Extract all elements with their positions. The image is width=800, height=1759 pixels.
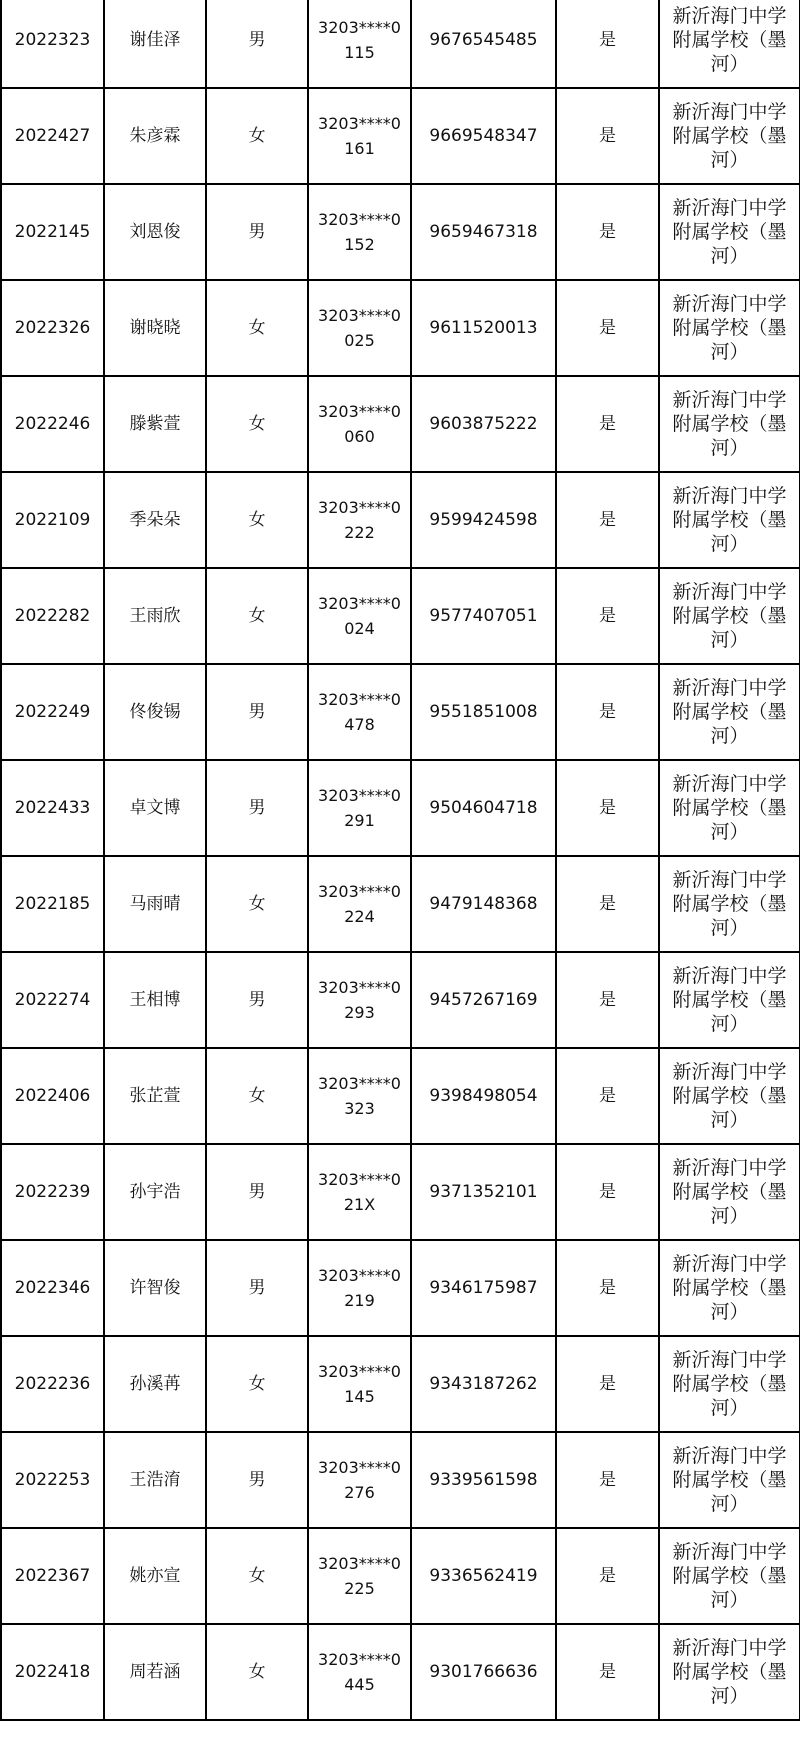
code-cell: 9343187262 (411, 1336, 556, 1432)
student-number-cell: 2022326 (1, 280, 104, 376)
id-number-cell (308, 184, 411, 280)
student-name-cell: 谢佳泽 (104, 0, 206, 88)
id-number-cell (308, 1144, 411, 1240)
student-name-cell: 王雨欣 (104, 568, 206, 664)
school-line-2: 附属学校（墨 (672, 1277, 787, 1299)
student-name-cell: 王相博 (104, 952, 206, 1048)
table-row (1, 472, 800, 568)
school-line-3: 河） (710, 245, 749, 267)
id-number-cell (308, 280, 411, 376)
school-line-3: 河） (710, 341, 749, 363)
gender-cell: 女 (206, 1528, 308, 1624)
gender-cell: 女 (206, 1624, 308, 1720)
school-cell (659, 568, 800, 664)
id-number-part2: 115 (344, 43, 375, 62)
school-cell (659, 664, 800, 760)
id-number-part2: 276 (344, 1483, 375, 1502)
gender-cell: 女 (206, 856, 308, 952)
id-number-cell (308, 1528, 411, 1624)
school-line-2: 附属学校（墨 (672, 1085, 787, 1107)
school-cell (659, 184, 800, 280)
id-number-part1: 3203****0 (318, 594, 401, 613)
id-number-part1: 3203****0 (318, 1362, 401, 1381)
status-cell: 是 (556, 1432, 659, 1528)
school-line-1: 新沂海门中学 (672, 773, 787, 795)
school-line-3: 河） (710, 1109, 749, 1131)
id-number-part1: 3203****0 (318, 1266, 401, 1285)
status-cell: 是 (556, 1528, 659, 1624)
school-cell (659, 1144, 800, 1240)
gender-cell: 女 (206, 1336, 308, 1432)
school-cell (659, 0, 800, 88)
id-number-cell (308, 88, 411, 184)
student-name-cell: 卓文博 (104, 760, 206, 856)
student-name-cell: 王浩淯 (104, 1432, 206, 1528)
id-number-cell (308, 1432, 411, 1528)
student-number-cell: 2022239 (1, 1144, 104, 1240)
code-cell: 9669548347 (411, 88, 556, 184)
id-number-cell (308, 568, 411, 664)
code-cell: 9603875222 (411, 376, 556, 472)
id-number-cell (308, 1336, 411, 1432)
code-cell: 9479148368 (411, 856, 556, 952)
id-number-part1: 3203****0 (318, 1650, 401, 1669)
id-number-part2: 024 (344, 619, 375, 638)
table-row (1, 568, 800, 664)
school-line-1: 新沂海门中学 (672, 389, 787, 411)
student-name-cell: 季朵朵 (104, 472, 206, 568)
student-number-cell: 2022246 (1, 376, 104, 472)
school-cell (659, 856, 800, 952)
school-line-1: 新沂海门中学 (672, 1253, 787, 1275)
id-number-cell (308, 376, 411, 472)
student-number-cell: 2022323 (1, 0, 104, 88)
school-line-1: 新沂海门中学 (672, 869, 787, 891)
code-cell: 9346175987 (411, 1240, 556, 1336)
gender-cell: 女 (206, 472, 308, 568)
school-line-2: 附属学校（墨 (672, 29, 787, 51)
id-number-cell (308, 472, 411, 568)
status-cell: 是 (556, 280, 659, 376)
status-cell: 是 (556, 472, 659, 568)
student-name-cell: 佟俊锡 (104, 664, 206, 760)
school-line-3: 河） (710, 629, 749, 651)
gender-cell: 女 (206, 88, 308, 184)
table-row (1, 1144, 800, 1240)
school-line-2: 附属学校（墨 (672, 413, 787, 435)
table-row (1, 1240, 800, 1336)
school-line-3: 河） (710, 1493, 749, 1515)
school-cell (659, 472, 800, 568)
code-cell: 9457267169 (411, 952, 556, 1048)
student-name-cell: 孙宇浩 (104, 1144, 206, 1240)
id-number-part2: 293 (344, 1003, 375, 1022)
gender-cell: 女 (206, 1048, 308, 1144)
id-number-cell (308, 856, 411, 952)
school-line-3: 河） (710, 1013, 749, 1035)
id-number-part1: 3203****0 (318, 690, 401, 709)
student-number-cell: 2022274 (1, 952, 104, 1048)
school-line-3: 河） (710, 437, 749, 459)
gender-cell: 男 (206, 664, 308, 760)
id-number-part1: 3203****0 (318, 1554, 401, 1573)
school-line-1: 新沂海门中学 (672, 1061, 787, 1083)
code-cell: 9301766636 (411, 1624, 556, 1720)
school-line-3: 河） (710, 53, 749, 75)
gender-cell: 男 (206, 1432, 308, 1528)
student-number-cell: 2022145 (1, 184, 104, 280)
status-cell: 是 (556, 1048, 659, 1144)
id-number-part2: 152 (344, 235, 375, 254)
student-name-cell: 刘恩俊 (104, 184, 206, 280)
code-cell: 9551851008 (411, 664, 556, 760)
school-cell (659, 1624, 800, 1720)
id-number-part2: 060 (344, 427, 375, 446)
school-line-2: 附属学校（墨 (672, 1373, 787, 1395)
id-number-part1: 3203****0 (318, 978, 401, 997)
id-number-part2: 21X (343, 1195, 376, 1214)
status-cell: 是 (556, 1624, 659, 1720)
id-number-part1: 3203****0 (318, 498, 401, 517)
school-line-1: 新沂海门中学 (672, 1157, 787, 1179)
student-number-cell: 2022346 (1, 1240, 104, 1336)
id-number-cell (308, 760, 411, 856)
school-line-2: 附属学校（墨 (672, 989, 787, 1011)
school-line-1: 新沂海门中学 (672, 101, 787, 123)
school-line-1: 新沂海门中学 (672, 965, 787, 987)
code-cell: 9611520013 (411, 280, 556, 376)
school-line-3: 河） (710, 725, 749, 747)
student-name-cell: 谢晓晓 (104, 280, 206, 376)
school-line-2: 附属学校（墨 (672, 1469, 787, 1491)
table-row (1, 0, 800, 88)
table-row (1, 1528, 800, 1624)
school-line-1: 新沂海门中学 (672, 1541, 787, 1563)
student-name-cell: 许智俊 (104, 1240, 206, 1336)
table-row (1, 664, 800, 760)
code-cell: 9398498054 (411, 1048, 556, 1144)
id-number-part2: 225 (344, 1579, 375, 1598)
table-row (1, 1048, 800, 1144)
student-name-cell: 朱彦霖 (104, 88, 206, 184)
school-line-2: 附属学校（墨 (672, 1565, 787, 1587)
school-line-3: 河） (710, 1589, 749, 1611)
id-number-part1: 3203****0 (318, 1170, 401, 1189)
school-line-2: 附属学校（墨 (672, 1661, 787, 1683)
school-cell (659, 760, 800, 856)
gender-cell: 男 (206, 760, 308, 856)
school-line-3: 河） (710, 1301, 749, 1323)
school-line-1: 新沂海门中学 (672, 1637, 787, 1659)
student-name-cell: 滕紫萱 (104, 376, 206, 472)
id-number-part1: 3203****0 (318, 210, 401, 229)
id-number-part1: 3203****0 (318, 114, 401, 133)
student-number-cell: 2022109 (1, 472, 104, 568)
table-row (1, 1336, 800, 1432)
id-number-cell (308, 0, 411, 88)
status-cell: 是 (556, 664, 659, 760)
school-line-2: 附属学校（墨 (672, 605, 787, 627)
id-number-part2: 025 (344, 331, 375, 350)
id-number-part1: 3203****0 (318, 18, 401, 37)
id-number-part2: 222 (344, 523, 375, 542)
student-number-cell: 2022427 (1, 88, 104, 184)
status-cell: 是 (556, 952, 659, 1048)
gender-cell: 女 (206, 376, 308, 472)
id-number-part1: 3203****0 (318, 402, 401, 421)
status-cell: 是 (556, 1144, 659, 1240)
school-line-2: 附属学校（墨 (672, 317, 787, 339)
status-cell: 是 (556, 184, 659, 280)
student-number-cell: 2022406 (1, 1048, 104, 1144)
status-cell: 是 (556, 1240, 659, 1336)
school-line-3: 河） (710, 1685, 749, 1707)
code-cell: 9504604718 (411, 760, 556, 856)
school-cell (659, 952, 800, 1048)
school-line-2: 附属学校（墨 (672, 893, 787, 915)
table-row (1, 280, 800, 376)
id-number-part2: 445 (344, 1675, 375, 1694)
student-number-cell: 2022236 (1, 1336, 104, 1432)
id-number-part1: 3203****0 (318, 786, 401, 805)
table-row (1, 760, 800, 856)
code-cell: 9339561598 (411, 1432, 556, 1528)
table-row (1, 952, 800, 1048)
status-cell: 是 (556, 856, 659, 952)
school-line-1: 新沂海门中学 (672, 5, 787, 27)
student-name-cell: 孙溪苒 (104, 1336, 206, 1432)
school-line-3: 河） (710, 917, 749, 939)
table-row (1, 856, 800, 952)
code-cell: 9676545485 (411, 0, 556, 88)
id-number-cell (308, 664, 411, 760)
student-number-cell: 2022282 (1, 568, 104, 664)
student-number-cell: 2022367 (1, 1528, 104, 1624)
table-row (1, 1624, 800, 1720)
id-number-part2: 323 (344, 1099, 375, 1118)
school-line-3: 河） (710, 1397, 749, 1419)
school-line-1: 新沂海门中学 (672, 677, 787, 699)
table-row (1, 1432, 800, 1528)
school-line-1: 新沂海门中学 (672, 485, 787, 507)
status-cell: 是 (556, 568, 659, 664)
status-cell: 是 (556, 760, 659, 856)
id-number-part2: 219 (344, 1291, 375, 1310)
id-number-part2: 224 (344, 907, 375, 926)
id-number-part1: 3203****0 (318, 1074, 401, 1093)
code-cell: 9577407051 (411, 568, 556, 664)
status-cell: 是 (556, 88, 659, 184)
school-line-3: 河） (710, 149, 749, 171)
school-cell (659, 1528, 800, 1624)
code-cell: 9371352101 (411, 1144, 556, 1240)
id-number-part2: 161 (344, 139, 375, 158)
gender-cell: 女 (206, 568, 308, 664)
school-line-2: 附属学校（墨 (672, 221, 787, 243)
roster-table-body (1, 0, 800, 1720)
school-line-2: 附属学校（墨 (672, 125, 787, 147)
school-cell (659, 376, 800, 472)
table-row (1, 376, 800, 472)
school-cell (659, 1240, 800, 1336)
school-line-1: 新沂海门中学 (672, 1445, 787, 1467)
id-number-cell (308, 952, 411, 1048)
id-number-part1: 3203****0 (318, 306, 401, 325)
id-number-part2: 145 (344, 1387, 375, 1406)
id-number-cell (308, 1240, 411, 1336)
gender-cell: 男 (206, 1144, 308, 1240)
school-cell (659, 88, 800, 184)
status-cell: 是 (556, 1336, 659, 1432)
school-line-3: 河） (710, 1205, 749, 1227)
table-row (1, 184, 800, 280)
school-line-2: 附属学校（墨 (672, 1181, 787, 1203)
id-number-part2: 291 (344, 811, 375, 830)
gender-cell: 男 (206, 1240, 308, 1336)
school-line-2: 附属学校（墨 (672, 701, 787, 723)
student-number-cell: 2022418 (1, 1624, 104, 1720)
school-line-1: 新沂海门中学 (672, 581, 787, 603)
school-line-3: 河） (710, 821, 749, 843)
school-cell (659, 1432, 800, 1528)
school-line-2: 附属学校（墨 (672, 509, 787, 531)
code-cell: 9659467318 (411, 184, 556, 280)
student-number-cell: 2022185 (1, 856, 104, 952)
student-number-cell: 2022253 (1, 1432, 104, 1528)
school-line-1: 新沂海门中学 (672, 1349, 787, 1371)
school-line-1: 新沂海门中学 (672, 197, 787, 219)
school-cell (659, 1336, 800, 1432)
table-row (1, 88, 800, 184)
gender-cell: 男 (206, 0, 308, 88)
student-number-cell: 2022433 (1, 760, 104, 856)
student-name-cell: 姚亦宣 (104, 1528, 206, 1624)
student-name-cell: 张芷萱 (104, 1048, 206, 1144)
id-number-part1: 3203****0 (318, 1458, 401, 1477)
student-name-cell: 周若涵 (104, 1624, 206, 1720)
school-cell (659, 280, 800, 376)
student-name-cell: 马雨晴 (104, 856, 206, 952)
id-number-part1: 3203****0 (318, 882, 401, 901)
school-cell (659, 1048, 800, 1144)
id-number-part2: 478 (344, 715, 375, 734)
school-line-1: 新沂海门中学 (672, 293, 787, 315)
gender-cell: 男 (206, 184, 308, 280)
status-cell: 是 (556, 0, 659, 88)
school-line-2: 附属学校（墨 (672, 797, 787, 819)
school-line-3: 河） (710, 533, 749, 555)
code-cell: 9336562419 (411, 1528, 556, 1624)
gender-cell: 男 (206, 952, 308, 1048)
status-cell: 是 (556, 376, 659, 472)
gender-cell: 女 (206, 280, 308, 376)
id-number-cell (308, 1048, 411, 1144)
code-cell: 9599424598 (411, 472, 556, 568)
student-number-cell: 2022249 (1, 664, 104, 760)
id-number-cell (308, 1624, 411, 1720)
